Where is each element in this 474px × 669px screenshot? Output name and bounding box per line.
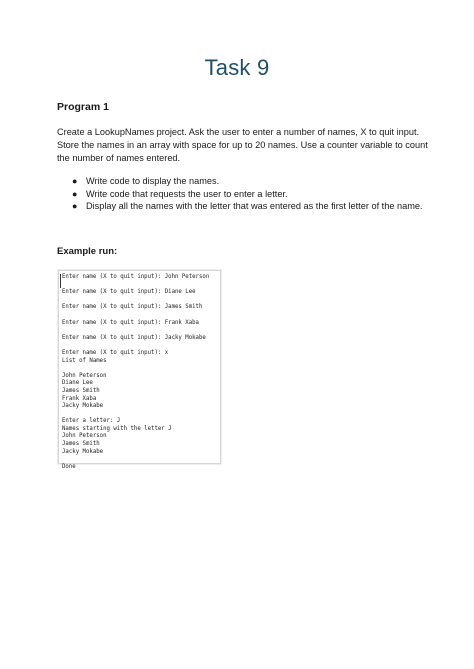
console-line: Enter name (X to quit input): James Smith	[62, 304, 203, 311]
bullet-icon: ●	[72, 201, 78, 211]
console-line	[62, 411, 220, 419]
bullet-icon: ●	[72, 176, 78, 186]
console-line	[62, 327, 220, 335]
console-line: James Smith	[62, 387, 100, 394]
console-line: John Peterson	[62, 372, 107, 379]
console-line: Diane Lee	[62, 380, 93, 387]
console-line: John Peterson	[62, 433, 107, 440]
console-line	[62, 312, 220, 320]
console-line: Enter name (X to quit input): Diane Lee	[62, 289, 196, 296]
console-line: List of Names	[62, 357, 107, 364]
console-line: Jacky Mokabe	[62, 448, 104, 455]
task-description: Create a LookupNames project. Ask the user to enter a number of names, X to quit input. Store the names in an array with space for up to 20 names. Use a counter variable to count the number of names entered.	[57, 127, 428, 163]
console-line	[62, 342, 220, 350]
console-line: Done	[62, 463, 76, 470]
bullet-icon: ●	[72, 188, 78, 199]
requirement-item	[57, 175, 429, 188]
console-line: Frank Xaba	[62, 395, 97, 402]
requirements-list	[57, 175, 429, 213]
console-output-screenshot	[58, 270, 221, 470]
console-line	[62, 456, 220, 464]
console-line: Enter name (X to quit input): Frank Xaba	[62, 319, 199, 326]
console-line	[62, 297, 220, 305]
requirement-text: Write code that requests the user to enter a letter.	[86, 188, 288, 199]
requirement-text: Write code to display the names.	[86, 176, 220, 186]
console-line: Jacky Mokabe	[62, 403, 104, 410]
console-line: Enter name (X to quit input): John Peterson	[62, 274, 210, 280]
console-line: James Smith	[62, 441, 100, 448]
console-line	[62, 365, 220, 373]
console-line	[62, 282, 220, 290]
program-heading: Program 1	[57, 101, 109, 113]
page-title: Task 9	[204, 55, 270, 80]
requirement-text: Display all the names with the letter that was entered as the first letter of the name.	[86, 201, 423, 211]
console-line: Enter name (X to quit input): x	[62, 349, 169, 356]
requirement-item	[57, 200, 429, 213]
console-line: Enter name (X to quit input): Jacky Mokabe	[62, 334, 206, 341]
console-line: Enter a letter: J	[62, 418, 121, 425]
console-line: Names starting with the letter J	[62, 425, 172, 432]
text-cursor	[60, 274, 61, 288]
requirement-item	[57, 188, 429, 201]
example-heading: Example run:	[57, 246, 118, 257]
